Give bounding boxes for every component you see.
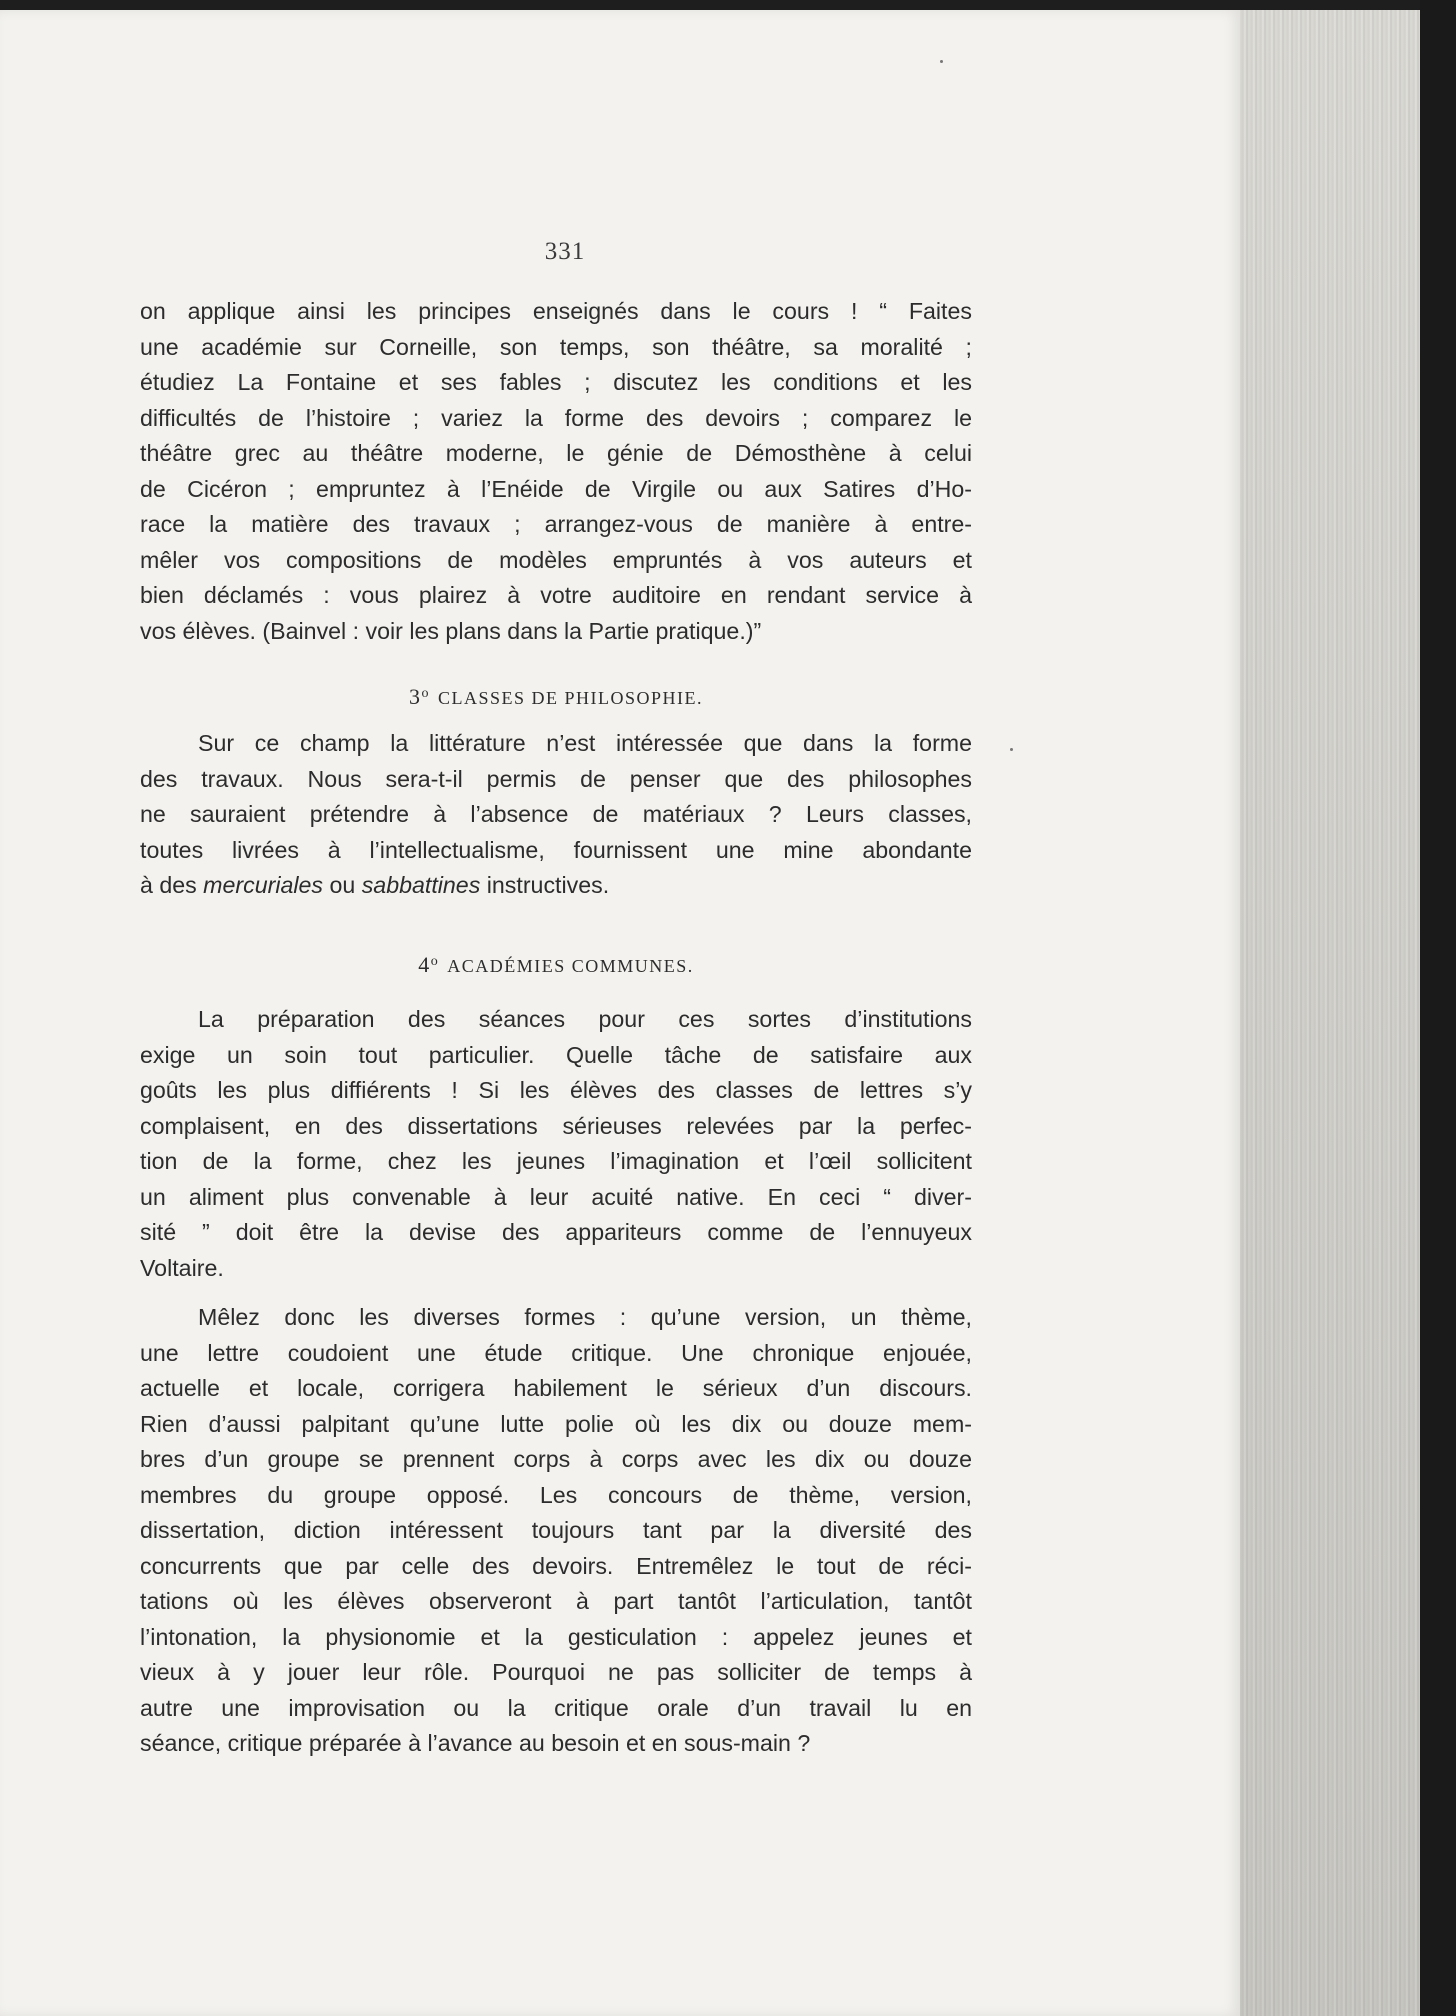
text-line: théâtre grec au théâtre moderne, le génie de Démosthène à celui <box>140 440 972 466</box>
heading-title: ACADÉMIES COMMUNES. <box>447 956 694 976</box>
text-line: race la matière des travaux ; arrangez-vous de manière à entre- <box>140 511 972 537</box>
heading-title: CLASSES DE PHILOSOPHIE. <box>437 688 704 708</box>
text-line <box>140 868 972 904</box>
paragraph-4 <box>140 1300 972 1762</box>
text-line: on applique ainsi les principes enseignés dans le cours ! “ Faites <box>140 298 972 324</box>
text-line: étudiez La Fontaine et ses fables ; discutez les conditions et les <box>140 369 972 395</box>
heading-number: 4 <box>418 952 431 977</box>
text-line: difficultés de l’histoire ; variez la forme des devoirs ; comparez le <box>140 404 972 431</box>
text-line: membres du groupe opposé. Les concours de thème, version, <box>140 1481 972 1508</box>
text-line: autre une improvisation ou la critique orale d’un travail lu en <box>140 1694 972 1721</box>
page-number: 331 <box>544 238 586 265</box>
text-line: vieux à y jouer leur rôle. Pourquoi ne pas solliciter de temps à <box>140 1659 972 1685</box>
text-line: Voltaire. <box>140 1254 224 1281</box>
binding-shadow <box>1420 0 1456 2016</box>
text-line: tations où les élèves observeront à part tantôt l’articulation, tantôt <box>140 1588 972 1614</box>
heading-degree: o <box>430 954 440 969</box>
text-line: sité ” doit être la devise des appariteurs comme de l’ennuyeux <box>140 1219 972 1245</box>
text-line: séance, critique préparée à l’avance au besoin et en sous-main ? <box>140 1730 811 1756</box>
text-line: La préparation des séances pour ces sortes d’institutions <box>198 1006 972 1032</box>
text-fragment: instructives. <box>480 872 610 898</box>
text-line: Mêlez donc les diverses formes : qu’une version, un thème, <box>198 1304 972 1330</box>
text-line: dissertation, diction intéressent toujours tant par la diversité des <box>140 1517 972 1543</box>
text-line: mêler vos compositions de modèles empruntés à vos auteurs et <box>140 546 972 573</box>
section-heading-philosophie <box>140 684 972 710</box>
text-line: complaisent, en des dissertations sérieuses relevées par la perfec- <box>140 1112 972 1139</box>
text-fragment: ou <box>323 872 362 898</box>
section-heading-academies <box>140 952 972 978</box>
heading-degree: o <box>421 686 430 701</box>
paper-speck <box>1010 748 1013 751</box>
page-fore-edge <box>1240 10 1430 2016</box>
heading-number: 3 <box>408 684 422 709</box>
text-line: concurrents que par celle des devoirs. Entremêlez le tout de réci- <box>140 1552 972 1579</box>
text-line: bres d’un groupe se prennent corps à corps avec les dix ou douze <box>140 1446 972 1472</box>
text-line: une académie sur Corneille, son temps, son théâtre, sa moralité ; <box>140 333 972 360</box>
paper-speck <box>940 60 943 63</box>
text-line: actuelle et locale, corrigera habilement le sérieux d’un discours. <box>140 1375 972 1401</box>
text-line: de Cicéron ; empruntez à l’Enéide de Virgile ou aux Satires d’Ho- <box>140 475 972 502</box>
text-line: toutes livrées à l’intellectualisme, fournissent une mine abondante <box>140 836 972 863</box>
text-line: goûts les plus diffiérents ! Si les élèves des classes de lettres s’y <box>140 1077 972 1103</box>
italic-term: mercuriales <box>203 872 324 898</box>
paragraph-1 <box>140 294 972 649</box>
text-line: des travaux. Nous sera-t-il permis de penser que des philosophes <box>140 765 972 792</box>
text-line: exige un soin tout particulier. Quelle tâche de satisfaire aux <box>140 1041 972 1068</box>
italic-term: sabbattines <box>361 872 481 898</box>
text-fragment: à des <box>140 872 204 898</box>
text-line: une lettre coudoient une étude critique. Une chronique enjouée, <box>140 1339 972 1366</box>
text-line: un aliment plus convenable à leur acuité native. En ceci “ diver- <box>140 1183 972 1210</box>
text-line: vos élèves. (Bainvel : voir les plans dans la Partie pratique.)” <box>140 617 762 644</box>
paragraph-2 <box>140 726 972 904</box>
text-line: ne sauraient prétendre à l’absence de matériaux ? Leurs classes, <box>140 801 972 827</box>
text-line: l’intonation, la physionomie et la gesticulation : appelez jeunes et <box>140 1623 972 1650</box>
text-line: Rien d’aussi palpitant qu’une lutte polie où les dix ou douze mem- <box>140 1410 972 1437</box>
text-line: bien déclamés : vous plairez à votre auditoire en rendant service à <box>140 582 972 608</box>
text-line: tion de la forme, chez les jeunes l’imagination et l’œil sollicitent <box>140 1148 972 1174</box>
paragraph-3 <box>140 1002 972 1286</box>
text-line: Sur ce champ la littérature n’est intéressée que dans la forme <box>198 730 972 756</box>
